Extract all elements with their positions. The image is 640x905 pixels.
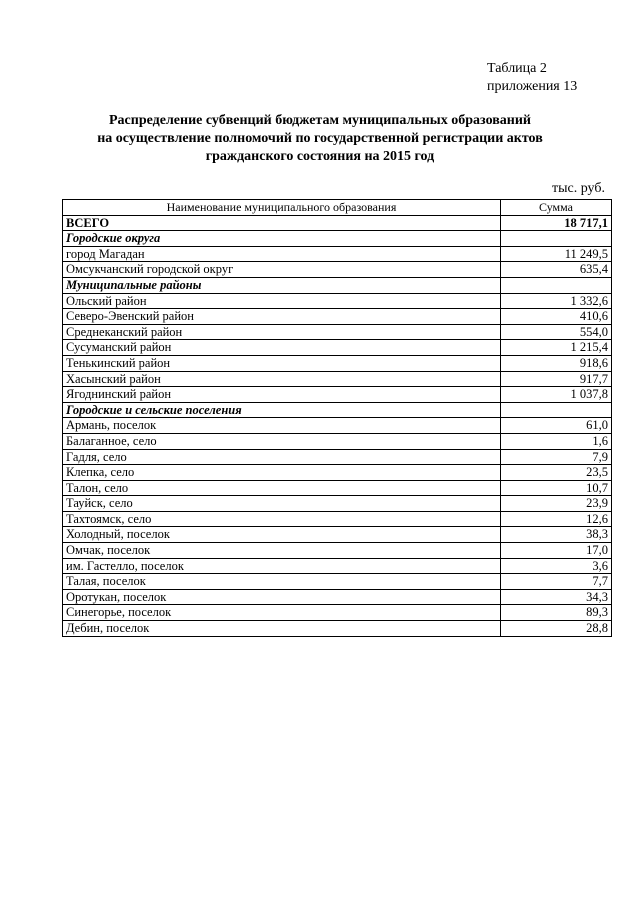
unit-label: тыс. руб. [552,181,605,196]
row-value [501,231,612,247]
row-value: 23,5 [501,465,612,481]
row-value: 34,3 [501,589,612,605]
row-name: Клепка, село [63,465,501,481]
group-header-row [63,277,612,293]
row-value: 28,8 [501,621,612,637]
row-value: 38,3 [501,527,612,543]
header-name: Наименование муниципального образования [63,200,501,216]
row-value: 635,4 [501,262,612,278]
document-title [60,112,580,166]
header-sum: Сумма [501,200,612,216]
row-value: 61,0 [501,418,612,434]
row-value: 17,0 [501,543,612,559]
row-name: Сусуманский район [63,340,501,356]
table-row [63,324,612,340]
table-row [63,293,612,309]
table-row [63,449,612,465]
row-name: Талон, село [63,480,501,496]
table-row [63,511,612,527]
table-row [63,387,612,403]
title-line-3: гражданского состояния на 2015 год [205,149,435,164]
row-value [501,277,612,293]
row-name: Городские округа [63,231,501,247]
table-row [63,574,612,590]
row-name: Ягоднинский район [63,387,501,403]
table-row [63,589,612,605]
row-value: 7,9 [501,449,612,465]
row-name: Тахтоямск, село [63,511,501,527]
row-name: им. Гастелло, поселок [63,558,501,574]
row-name: город Магадан [63,246,501,262]
row-value: 554,0 [501,324,612,340]
row-name: Холодный, поселок [63,527,501,543]
caption-appendix: приложения 13 [487,79,578,94]
row-value: 918,6 [501,355,612,371]
row-value [501,402,612,418]
table-body [63,215,612,636]
row-name: Среднеканский район [63,324,501,340]
table-row [63,309,612,325]
row-name: Тенькинский район [63,355,501,371]
row-value: 12,6 [501,511,612,527]
table-row [63,527,612,543]
row-name: Ольский район [63,293,501,309]
row-value: 23,9 [501,496,612,512]
row-value: 410,6 [501,309,612,325]
row-value: 1,6 [501,433,612,449]
caption-table-number: Таблица 2 [487,61,547,76]
group-header-row [63,402,612,418]
row-name: Дебин, поселок [63,621,501,637]
subsidy-table [62,199,612,637]
table-row [63,340,612,356]
row-name: ВСЕГО [63,215,501,231]
row-value: 89,3 [501,605,612,621]
table-header-row [63,200,612,216]
row-name: Оротукан, поселок [63,589,501,605]
row-name: Гадля, село [63,449,501,465]
row-value: 18 717,1 [501,215,612,231]
row-value: 10,7 [501,480,612,496]
table-row [63,465,612,481]
row-name: Тауйск, село [63,496,501,512]
row-name: Северо-Эвенский район [63,309,501,325]
row-name: Муниципальные районы [63,277,501,293]
table-row [63,262,612,278]
row-value: 3,6 [501,558,612,574]
row-value: 917,7 [501,371,612,387]
table-row [63,496,612,512]
row-name: Талая, поселок [63,574,501,590]
table-row [63,543,612,559]
table-row [63,355,612,371]
row-name: Омчак, поселок [63,543,501,559]
table-row [63,246,612,262]
row-value: 1 215,4 [501,340,612,356]
row-value: 1 332,6 [501,293,612,309]
row-value: 11 249,5 [501,246,612,262]
row-name: Омсукчанский городской округ [63,262,501,278]
table-row [63,621,612,637]
group-header-row [63,231,612,247]
title-line-2: на осуществление полномочий по государственной регистрации актов [97,131,543,146]
row-name: Армань, поселок [63,418,501,434]
row-name: Балаганное, село [63,433,501,449]
title-line-1: Распределение субвенций бюджетам муниципальных образований [109,113,531,128]
table-row [63,433,612,449]
row-name: Хасынский район [63,371,501,387]
row-value: 7,7 [501,574,612,590]
row-name: Синегорье, поселок [63,605,501,621]
table-row [63,605,612,621]
table-row [63,480,612,496]
row-value: 1 037,8 [501,387,612,403]
table-row [63,418,612,434]
table-row [63,371,612,387]
total-row [63,215,612,231]
table-caption [487,60,577,96]
row-name: Городские и сельские поселения [63,402,501,418]
table-row [63,558,612,574]
